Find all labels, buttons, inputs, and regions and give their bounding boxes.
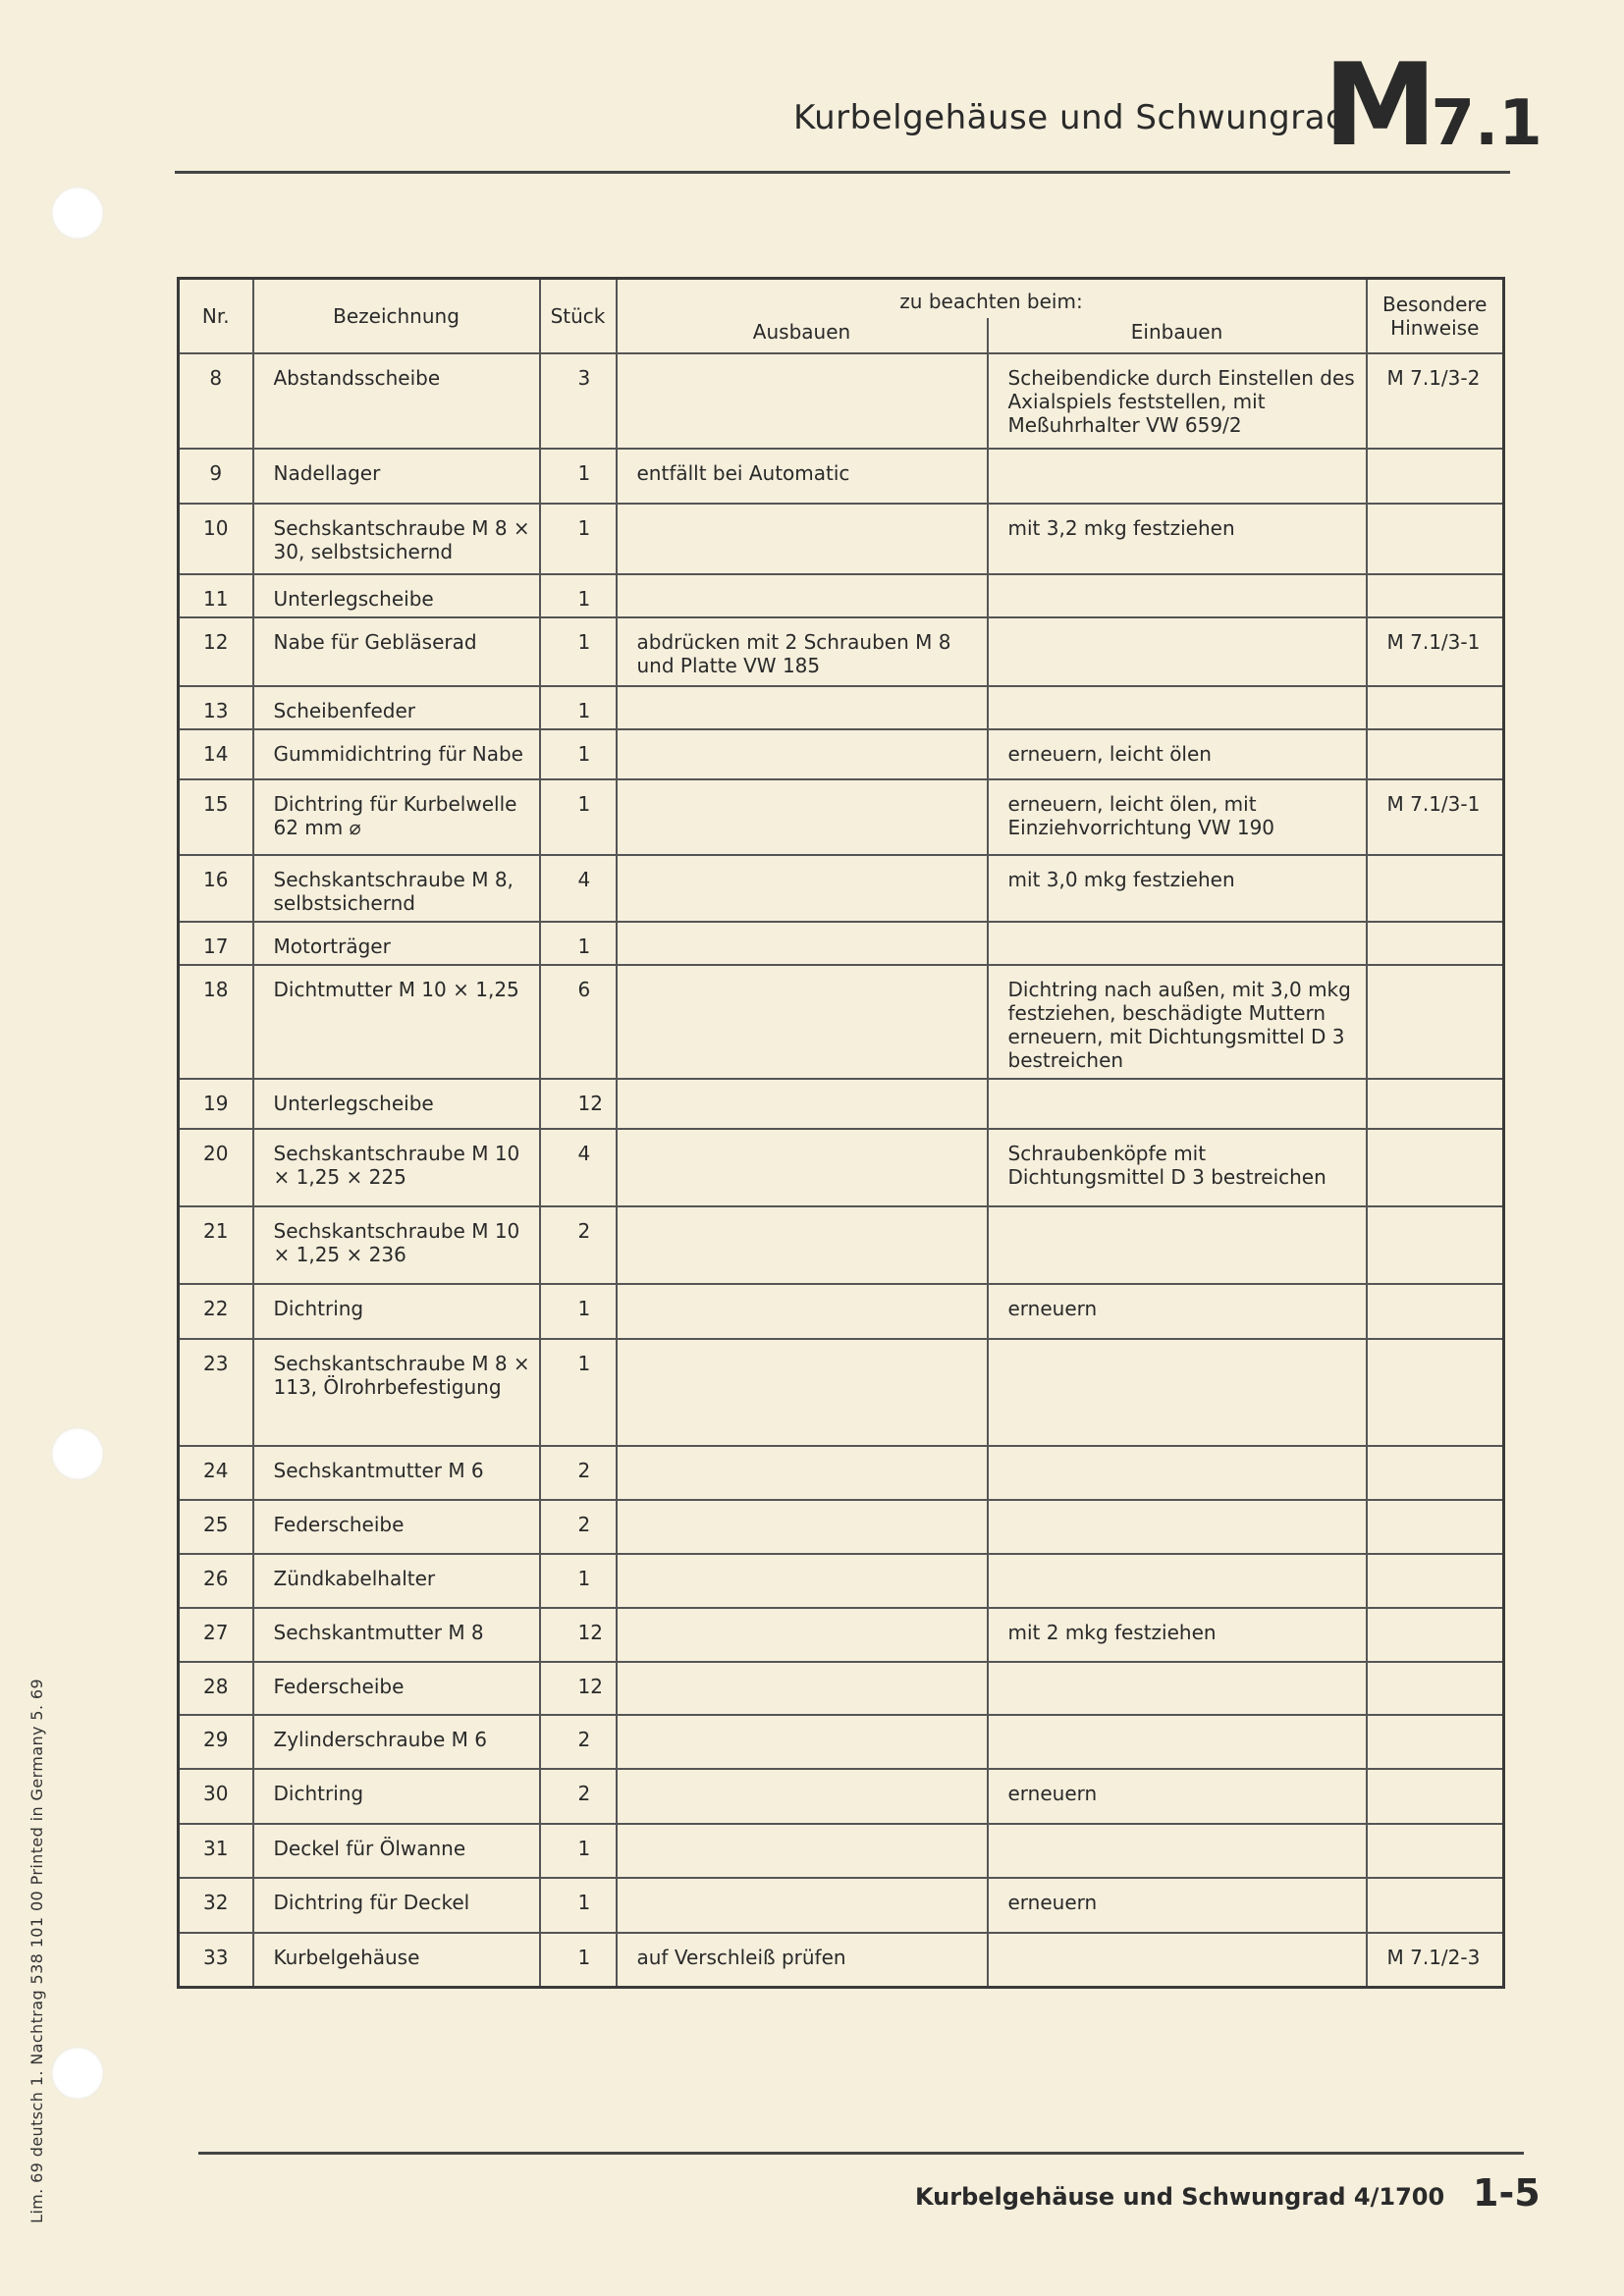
table-row (179, 1339, 1504, 1446)
cell-name: Sechskantschraube M 8 × 113, Ölrohrbefestigung (253, 1339, 540, 1446)
cell-remove (617, 1769, 988, 1824)
table-row (179, 1284, 1504, 1339)
cell-remove (617, 1608, 988, 1662)
table-row (179, 686, 1504, 729)
cell-remove (617, 855, 988, 922)
cell-nr: 12 (179, 617, 253, 686)
cell-nr: 10 (179, 504, 253, 574)
section-code-letter: M (1324, 39, 1432, 172)
header-nr: Nr. (179, 279, 253, 353)
cell-qty: 4 (540, 855, 617, 922)
cell-install: Scheibendicke durch Einstellen des Axialspiels feststellen, mit Meßuhrhalter VW 659/2 (988, 353, 1367, 449)
cell-nr: 23 (179, 1339, 253, 1446)
cell-install: erneuern, leicht ölen (988, 729, 1367, 779)
cell-notes: M 7.1/2-3 (1367, 1933, 1504, 1988)
cell-notes (1367, 504, 1504, 574)
cell-remove (617, 1129, 988, 1206)
cell-install (988, 1662, 1367, 1715)
header-qty: Stück (540, 279, 617, 353)
cell-name: Dichtring für Deckel (253, 1878, 540, 1933)
cell-remove: abdrücken mit 2 Schrauben M 8 und Platte VW 185 (617, 617, 988, 686)
cell-install: erneuern (988, 1769, 1367, 1824)
cell-name: Deckel für Ölwanne (253, 1824, 540, 1878)
parts-table-container (177, 277, 1505, 1989)
cell-qty: 2 (540, 1206, 617, 1284)
cell-install (988, 1079, 1367, 1129)
cell-install (988, 449, 1367, 504)
cell-name: Scheibenfeder (253, 686, 540, 729)
cell-qty: 1 (540, 729, 617, 779)
cell-nr: 17 (179, 922, 253, 965)
cell-qty: 1 (540, 1284, 617, 1339)
header-rule (175, 171, 1510, 174)
header-install: Einbauen (988, 318, 1367, 353)
cell-remove (617, 1206, 988, 1284)
binder-hole (51, 1427, 104, 1480)
cell-qty: 1 (540, 574, 617, 617)
cell-notes: M 7.1/3-1 (1367, 617, 1504, 686)
section-code-number: 7.1 (1431, 87, 1543, 160)
cell-notes (1367, 1446, 1504, 1500)
parts-table-body (179, 353, 1504, 1988)
cell-install (988, 1446, 1367, 1500)
cell-install (988, 1339, 1367, 1446)
cell-remove (617, 729, 988, 779)
table-row (179, 1446, 1504, 1500)
cell-remove (617, 1824, 988, 1878)
cell-name: Sechskantschraube M 10 × 1,25 × 225 (253, 1129, 540, 1206)
cell-name: Nabe für Gebläserad (253, 617, 540, 686)
cell-notes (1367, 1129, 1504, 1206)
cell-nr: 14 (179, 729, 253, 779)
table-row (179, 965, 1504, 1079)
binder-hole (51, 2047, 104, 2100)
cell-name: Dichtring (253, 1284, 540, 1339)
page-number: 1-5 (1473, 2171, 1541, 2215)
cell-qty: 2 (540, 1500, 617, 1554)
cell-nr: 30 (179, 1769, 253, 1824)
cell-qty: 1 (540, 686, 617, 729)
cell-remove: auf Verschleiß prüfen (617, 1933, 988, 1988)
cell-name: Federscheibe (253, 1500, 540, 1554)
cell-nr: 20 (179, 1129, 253, 1206)
table-row (179, 1079, 1504, 1129)
cell-name: Kurbelgehäuse (253, 1933, 540, 1988)
cell-install: erneuern (988, 1878, 1367, 1933)
cell-notes (1367, 965, 1504, 1079)
cell-install (988, 1824, 1367, 1878)
cell-notes (1367, 1339, 1504, 1446)
cell-qty: 1 (540, 449, 617, 504)
cell-name: Sechskantschraube M 8 × 30, selbstsichernd (253, 504, 540, 574)
cell-notes (1367, 1500, 1504, 1554)
cell-name: Nadellager (253, 449, 540, 504)
table-row (179, 1608, 1504, 1662)
cell-notes (1367, 1284, 1504, 1339)
cell-install: mit 2 mkg festziehen (988, 1608, 1367, 1662)
cell-remove (617, 1079, 988, 1129)
cell-install: mit 3,0 mkg festziehen (988, 855, 1367, 922)
table-row (179, 1933, 1504, 1988)
cell-nr: 18 (179, 965, 253, 1079)
cell-notes (1367, 449, 1504, 504)
cell-name: Unterlegscheibe (253, 1079, 540, 1129)
cell-notes (1367, 1662, 1504, 1715)
cell-nr: 24 (179, 1446, 253, 1500)
cell-notes (1367, 855, 1504, 922)
cell-install (988, 1500, 1367, 1554)
cell-name: Sechskantschraube M 8, selbstsichernd (253, 855, 540, 922)
cell-install: erneuern, leicht ölen, mit Einziehvorrichtung VW 190 (988, 779, 1367, 855)
cell-notes: M 7.1/3-2 (1367, 353, 1504, 449)
cell-nr: 29 (179, 1715, 253, 1769)
cell-remove (617, 1662, 988, 1715)
table-row (179, 1769, 1504, 1824)
header-notes: Besondere Hinweise (1367, 279, 1504, 353)
cell-qty: 6 (540, 965, 617, 1079)
table-row (179, 1129, 1504, 1206)
cell-name: Federscheibe (253, 1662, 540, 1715)
cell-nr: 8 (179, 353, 253, 449)
cell-remove: entfällt bei Automatic (617, 449, 988, 504)
cell-notes (1367, 1079, 1504, 1129)
cell-nr: 11 (179, 574, 253, 617)
cell-remove (617, 1339, 988, 1446)
page-title: Kurbelgehäuse und Schwungrad (793, 98, 1348, 137)
cell-nr: 33 (179, 1933, 253, 1988)
cell-nr: 9 (179, 449, 253, 504)
cell-qty: 12 (540, 1079, 617, 1129)
section-code (1324, 39, 1543, 172)
header-group: zu beachten beim: (617, 279, 1367, 318)
cell-nr: 15 (179, 779, 253, 855)
cell-notes (1367, 574, 1504, 617)
table-row (179, 779, 1504, 855)
cell-notes: M 7.1/3-1 (1367, 779, 1504, 855)
cell-remove (617, 1715, 988, 1769)
cell-install: erneuern (988, 1284, 1367, 1339)
cell-remove (617, 686, 988, 729)
table-row (179, 1878, 1504, 1933)
cell-notes (1367, 729, 1504, 779)
cell-remove (617, 1500, 988, 1554)
cell-name: Sechskantschraube M 10 × 1,25 × 236 (253, 1206, 540, 1284)
cell-name: Sechskantmutter M 8 (253, 1608, 540, 1662)
cell-qty: 1 (540, 1933, 617, 1988)
cell-notes (1367, 1824, 1504, 1878)
cell-install (988, 922, 1367, 965)
cell-qty: 1 (540, 779, 617, 855)
cell-remove (617, 1446, 988, 1500)
cell-notes (1367, 1769, 1504, 1824)
cell-qty: 1 (540, 1824, 617, 1878)
cell-install (988, 686, 1367, 729)
cell-nr: 25 (179, 1500, 253, 1554)
cell-notes (1367, 1715, 1504, 1769)
cell-install: mit 3,2 mkg festziehen (988, 504, 1367, 574)
cell-nr: 27 (179, 1608, 253, 1662)
cell-remove (617, 779, 988, 855)
cell-nr: 32 (179, 1878, 253, 1933)
cell-qty: 1 (540, 922, 617, 965)
cell-nr: 13 (179, 686, 253, 729)
cell-name: Sechskantmutter M 6 (253, 1446, 540, 1500)
parts-table (177, 277, 1505, 1989)
table-row (179, 729, 1504, 779)
cell-notes (1367, 922, 1504, 965)
cell-qty: 1 (540, 504, 617, 574)
cell-install (988, 1933, 1367, 1988)
cell-qty: 2 (540, 1715, 617, 1769)
cell-remove (617, 504, 988, 574)
cell-qty: 2 (540, 1446, 617, 1500)
table-row (179, 922, 1504, 965)
cell-name: Dichtring für Kurbelwelle 62 mm ⌀ (253, 779, 540, 855)
cell-nr: 26 (179, 1554, 253, 1608)
table-row (179, 449, 1504, 504)
cell-name: Dichtring (253, 1769, 540, 1824)
cell-notes (1367, 1554, 1504, 1608)
cell-qty: 2 (540, 1769, 617, 1824)
header-remove: Ausbauen (617, 318, 988, 353)
table-row (179, 1554, 1504, 1608)
table-row (179, 1206, 1504, 1284)
cell-notes (1367, 686, 1504, 729)
cell-name: Gummidichtring für Nabe (253, 729, 540, 779)
cell-install (988, 617, 1367, 686)
table-row (179, 855, 1504, 922)
table-row (179, 617, 1504, 686)
cell-qty: 4 (540, 1129, 617, 1206)
binder-hole (51, 187, 104, 240)
cell-notes (1367, 1608, 1504, 1662)
cell-remove (617, 353, 988, 449)
cell-qty: 1 (540, 1554, 617, 1608)
header-name: Bezeichnung (253, 279, 540, 353)
footer-title: Kurbelgehäuse und Schwungrad 4/1700 (915, 2183, 1445, 2211)
cell-name: Dichtmutter M 10 × 1,25 (253, 965, 540, 1079)
cell-qty: 12 (540, 1662, 617, 1715)
cell-name: Unterlegscheibe (253, 574, 540, 617)
cell-qty: 12 (540, 1608, 617, 1662)
table-row (179, 574, 1504, 617)
table-row (179, 353, 1504, 449)
cell-name: Motorträger (253, 922, 540, 965)
cell-qty: 1 (540, 617, 617, 686)
cell-install: Dichtring nach außen, mit 3,0 mkg festziehen, beschädigte Muttern erneuern, mit Dichtungsmittel D 3 bestreichen (988, 965, 1367, 1079)
cell-notes (1367, 1206, 1504, 1284)
cell-qty: 3 (540, 353, 617, 449)
cell-install: Schraubenköpfe mit Dichtungsmittel D 3 bestreichen (988, 1129, 1367, 1206)
table-row (179, 1715, 1504, 1769)
cell-qty: 1 (540, 1878, 617, 1933)
cell-install (988, 1554, 1367, 1608)
cell-remove (617, 965, 988, 1079)
cell-name: Zündkabelhalter (253, 1554, 540, 1608)
cell-nr: 19 (179, 1079, 253, 1129)
cell-name: Abstandsscheibe (253, 353, 540, 449)
footer-rule (198, 2152, 1524, 2155)
cell-remove (617, 574, 988, 617)
cell-nr: 16 (179, 855, 253, 922)
table-row (179, 1500, 1504, 1554)
table-row (179, 1824, 1504, 1878)
cell-remove (617, 1878, 988, 1933)
side-print-info: Lim. 69 deutsch 1. Nachtrag 538 101 00 Printed in Germany 5. 69 (27, 1678, 46, 2223)
cell-nr: 22 (179, 1284, 253, 1339)
cell-nr: 28 (179, 1662, 253, 1715)
cell-notes (1367, 1878, 1504, 1933)
cell-remove (617, 1554, 988, 1608)
cell-nr: 21 (179, 1206, 253, 1284)
cell-nr: 31 (179, 1824, 253, 1878)
cell-name: Zylinderschraube M 6 (253, 1715, 540, 1769)
table-row (179, 504, 1504, 574)
cell-remove (617, 1284, 988, 1339)
cell-install (988, 1206, 1367, 1284)
cell-install (988, 574, 1367, 617)
cell-remove (617, 922, 988, 965)
cell-install (988, 1715, 1367, 1769)
table-row (179, 1662, 1504, 1715)
cell-qty: 1 (540, 1339, 617, 1446)
